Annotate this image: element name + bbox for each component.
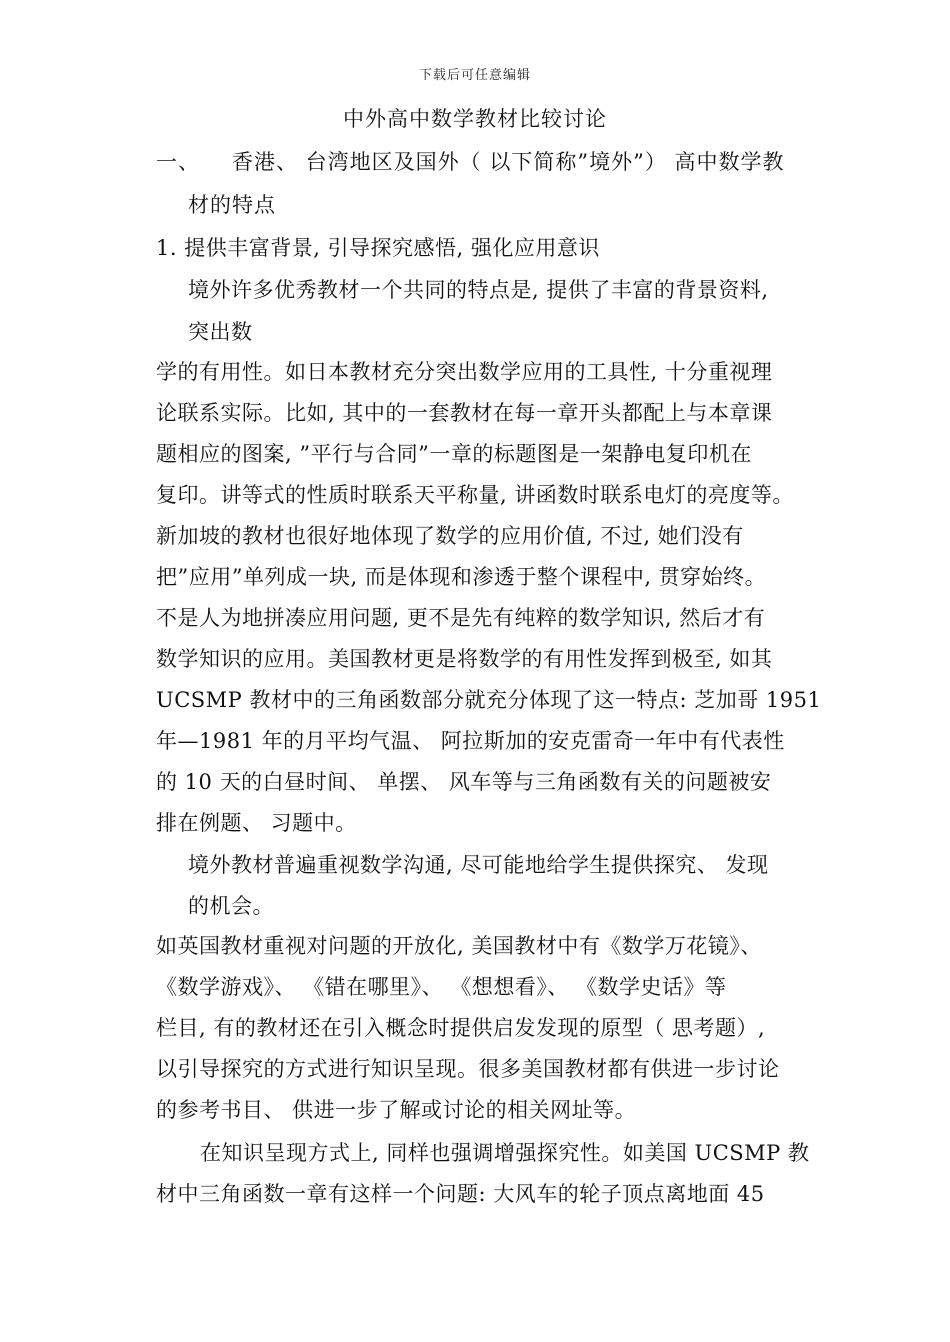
paragraph-line: 把”应用”单列成一块, 而是体现和渗透于整个课程中, 贯穿始终。 [156,565,767,589]
paragraph-line: UCSMP 教材中的三角函数部分就充分体现了这一特点: 芝加哥 1951 [156,688,822,712]
paragraph-line: 不是人为地拼凑应用问题, 更不是先有纯粹的数学知识, 然后才有 [156,606,766,630]
paragraph-line: 材中三角函数一章有这样一个问题: 大风车的轮子顶点离地面 45 [156,1182,765,1206]
paragraph-line: 学的有用性。如日本教材充分突出数学应用的工具性, 十分重视理 [156,360,773,384]
section-heading-line2: 材的特点 [188,193,276,217]
section-number: 一、 [156,150,200,174]
paragraph-line: 复印。讲等式的性质时联系天平称量, 讲函数时联系电灯的亮度等。 [156,483,794,507]
paragraph-line: 新加坡的教材也很好地体现了数学的应用价值, 不过, 她们没有 [156,524,744,548]
paragraph-line: 题相应的图案, ”平行与合同”一章的标题图是一架静电复印机在 [156,442,752,466]
paragraph-line: 突出数 [188,320,253,344]
paragraph-line: 如英国教材重视对问题的开放化, 美国教材中有《数学万花镜》、 [156,934,762,958]
subsection-heading: 1. 提供丰富背景, 引导探究感悟, 强化应用意识 [156,236,600,260]
header-note: 下载后可任意编辑 [418,68,531,83]
page-title: 中外高中数学教材比较讨论 [343,107,607,131]
paragraph-line: 在知识呈现方式上, 同样也强调增强探究性。如美国 UCSMP 教 [200,1141,810,1165]
paragraph-line: 以引导探究的方式进行知识呈现。很多美国教材都有供进一步讨论 [156,1057,780,1081]
paragraph-line: 栏目, 有的教材还在引入概念时提供启发发现的原型（ 思考题）, [156,1016,766,1040]
paragraph-line: 论联系实际。比如, 其中的一套教材在每一章开头都配上与本章课 [156,401,773,425]
paragraph-line: 的机会。 [188,894,274,918]
paragraph-line: 的参考书目、 供进一步了解或讨论的相关网址等。 [156,1098,637,1122]
paragraph-line: 的 10 天的白昼时间、 单摆、 风车等与三角函数有关的问题被安 [156,770,772,794]
paragraph-line: 境外许多优秀教材一个共同的特点是, 提供了丰富的背景资料, [188,278,769,302]
section-heading-line1: 香港、 台湾地区及国外（ 以下简称”境外”） 高中数学教 [232,150,785,174]
paragraph-line: 数学知识的应用。美国教材更是将数学的有用性发挥到极至, 如其 [156,647,773,671]
paragraph-line: 《数学游戏》、 《错在哪里》、 《想想看》、 《数学史话》等 [156,975,727,999]
paragraph-line: 排在例题、 习题中。 [156,811,357,835]
paragraph-line: 境外教材普遍重视数学沟通, 尽可能地给学生提供探究、 发现 [188,853,769,877]
paragraph-line: 年—1981 年的月平均气温、 阿拉斯加的安克雷奇一年中有代表性 [156,729,785,753]
